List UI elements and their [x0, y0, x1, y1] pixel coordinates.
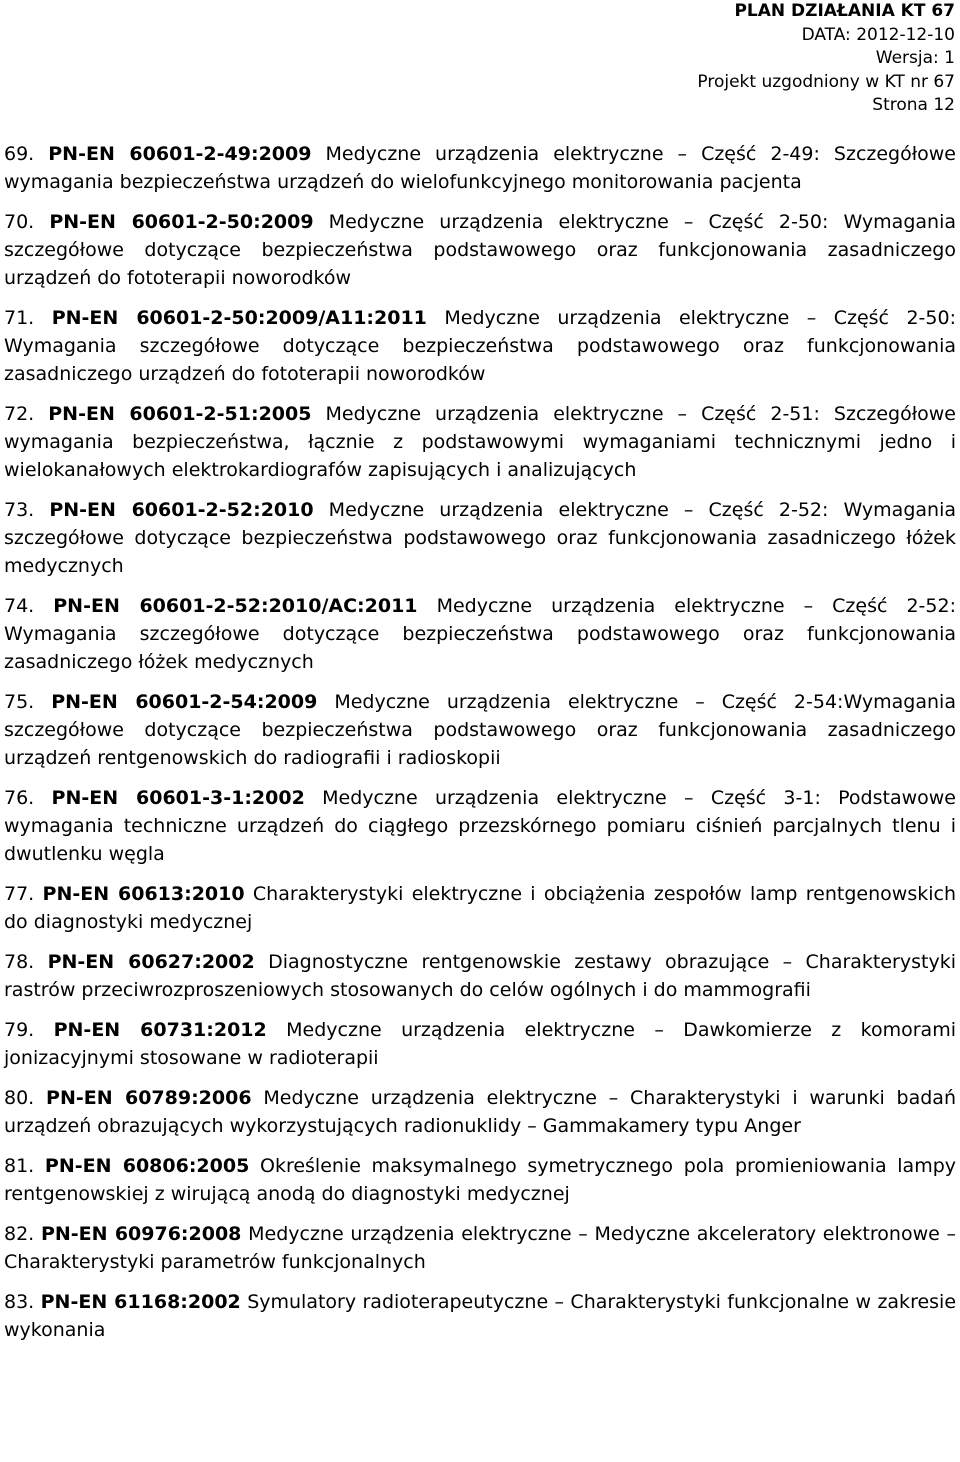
standard-code: PN-EN 60731:2012 [53, 1019, 267, 1041]
standard-description: Medyczne urządzenia elektryczne – Część 2-51: Szczegółowe wymagania bezpieczeństwa, łącznie z podstawowymi wymaganiami technicznymi jedno i wielokanałowych elektrokardiografów zapisujących i analizujących [4, 403, 956, 481]
standard-description: Medyczne urządzenia elektryczne – Dawkomierze z komorami jonizacyjnymi stosowane w radioterapii [4, 1019, 956, 1069]
list-item [4, 304, 956, 388]
item-number: 79. [4, 1019, 35, 1041]
standard-code: PN-EN 60627:2002 [47, 951, 255, 973]
standard-code: PN-EN 60789:2006 [46, 1087, 252, 1109]
item-number: 75. [4, 691, 35, 713]
list-item [4, 496, 956, 580]
standard-code: PN-EN 60613:2010 [42, 883, 245, 905]
item-number: 73. [4, 499, 35, 521]
item-number: 70. [4, 211, 35, 233]
page-number: Strona 12 [872, 95, 955, 115]
item-number: 69. [4, 143, 35, 165]
page-header [697, 0, 955, 118]
standard-code: PN-EN 60601-2-51:2005 [48, 403, 312, 425]
item-number: 74. [4, 595, 35, 617]
list-item [4, 784, 956, 868]
list-item [4, 880, 956, 936]
list-item [4, 140, 956, 196]
standard-code: PN-EN 60976:2008 [40, 1223, 242, 1245]
standard-description: Medyczne urządzenia elektryczne – Część 2-52: Wymagania szczegółowe dotyczące bezpieczeństwa podstawowego oraz funkcjonowania zasadniczego łóżek medycznych [4, 499, 956, 577]
standard-description: Medyczne urządzenia elektryczne – Część 2-49: Szczegółowe wymagania bezpieczeństwa urządzeń do wielofunkcyjnego monitorowania pacjenta [4, 143, 956, 193]
standard-description: Symulatory radioterapeutyczne – Charakterystyki funkcjonalne w zakresie wykonania [4, 1291, 957, 1341]
item-number: 77. [4, 883, 35, 905]
standard-description: Określenie maksymalnego symetrycznego pola promieniowania lampy rentgenowskiej z wirującą anodą do diagnostyki medycznej [4, 1155, 957, 1205]
list-item [4, 688, 956, 772]
list-item [4, 400, 956, 484]
list-item [4, 1288, 956, 1344]
item-number: 71. [4, 307, 35, 329]
standard-description: Medyczne urządzenia elektryczne – Część 2-50: Wymagania szczegółowe dotyczące bezpieczeństwa podstawowego oraz funkcjonowania zasadniczego urządzeń do fototerapii noworodków [4, 307, 956, 385]
document-date: DATA: 2012-12-10 [801, 24, 955, 45]
list-item [4, 1152, 956, 1208]
standard-code: PN-EN 60601-2-50:2009/A11:2011 [51, 307, 427, 329]
standard-code: PN-EN 60601-2-49:2009 [48, 143, 312, 165]
standard-code: PN-EN 61168:2002 [40, 1291, 241, 1313]
standard-code: PN-EN 60601-3-1:2002 [51, 787, 305, 809]
standard-code: PN-EN 60601-2-52:2010 [49, 499, 314, 521]
standard-description: Medyczne urządzenia elektryczne – Medyczne akceleratory elektronowe – Charakterystyki parametrów funkcjonalnych [4, 1223, 957, 1273]
item-number: 72. [4, 403, 35, 425]
item-number: 83. [4, 1291, 35, 1313]
standards-list [4, 140, 956, 1356]
standard-description: Charakterystyki elektryczne i obciążenia zespołów lamp rentgenowskich do diagnostyki medycznej [4, 883, 956, 933]
document-version: Wersja: 1 [875, 48, 955, 68]
plan-title: PLAN DZIAŁANIA KT 67 [734, 1, 955, 21]
list-item [4, 1084, 956, 1140]
standard-description: Medyczne urządzenia elektryczne – Część 2-52: Wymagania szczegółowe dotyczące bezpieczeństwa podstawowego oraz funkcjonowania zasadniczego łóżek medycznych [4, 595, 956, 673]
standard-code: PN-EN 60601-2-52:2010/AC:2011 [53, 595, 418, 617]
standard-description: Diagnostyczne rentgenowskie zestawy obrazujące – Charakterystyki rastrów przeciwrozproszeniowych stosowanych do celów ogólnych i do mammografii [4, 951, 956, 1001]
item-number: 78. [4, 951, 35, 973]
standard-description: Medyczne urządzenia elektryczne – Charakterystyki i warunki badań urządzeń obrazujących wykorzystujących radionuklidy – Gammakamery typu Anger [4, 1087, 956, 1137]
standard-code: PN-EN 60601-2-54:2009 [51, 691, 318, 713]
list-item [4, 1220, 956, 1276]
list-item [4, 1016, 956, 1072]
standard-code: PN-EN 60601-2-50:2009 [49, 211, 314, 233]
standard-description: Medyczne urządzenia elektryczne – Część 3-1: Podstawowe wymagania techniczne urządzeń do ciągłego przezskórnego pomiaru ciśnień parcjalnych tlenu i dwutlenku węgla [4, 787, 957, 865]
list-item [4, 592, 956, 676]
project-agreement: Projekt uzgodniony w KT nr 67 [697, 71, 955, 92]
standard-code: PN-EN 60806:2005 [44, 1155, 250, 1177]
list-item [4, 948, 956, 1004]
item-number: 82. [4, 1223, 35, 1245]
standard-description: Medyczne urządzenia elektryczne – Część 2-54:Wymagania szczegółowe dotyczące bezpieczeństwa podstawowego oraz funkcjonowania zasadniczego urządzeń rentgenowskich do radiografii i radioskopii [4, 691, 956, 769]
list-item [4, 208, 956, 292]
standard-description: Medyczne urządzenia elektryczne – Część 2-50: Wymagania szczegółowe dotyczące bezpieczeństwa podstawowego oraz funkcjonowania zasadniczego urządzeń do fototerapii noworodków [4, 211, 956, 289]
item-number: 80. [4, 1087, 35, 1109]
item-number: 76. [4, 787, 35, 809]
item-number: 81. [4, 1155, 35, 1177]
